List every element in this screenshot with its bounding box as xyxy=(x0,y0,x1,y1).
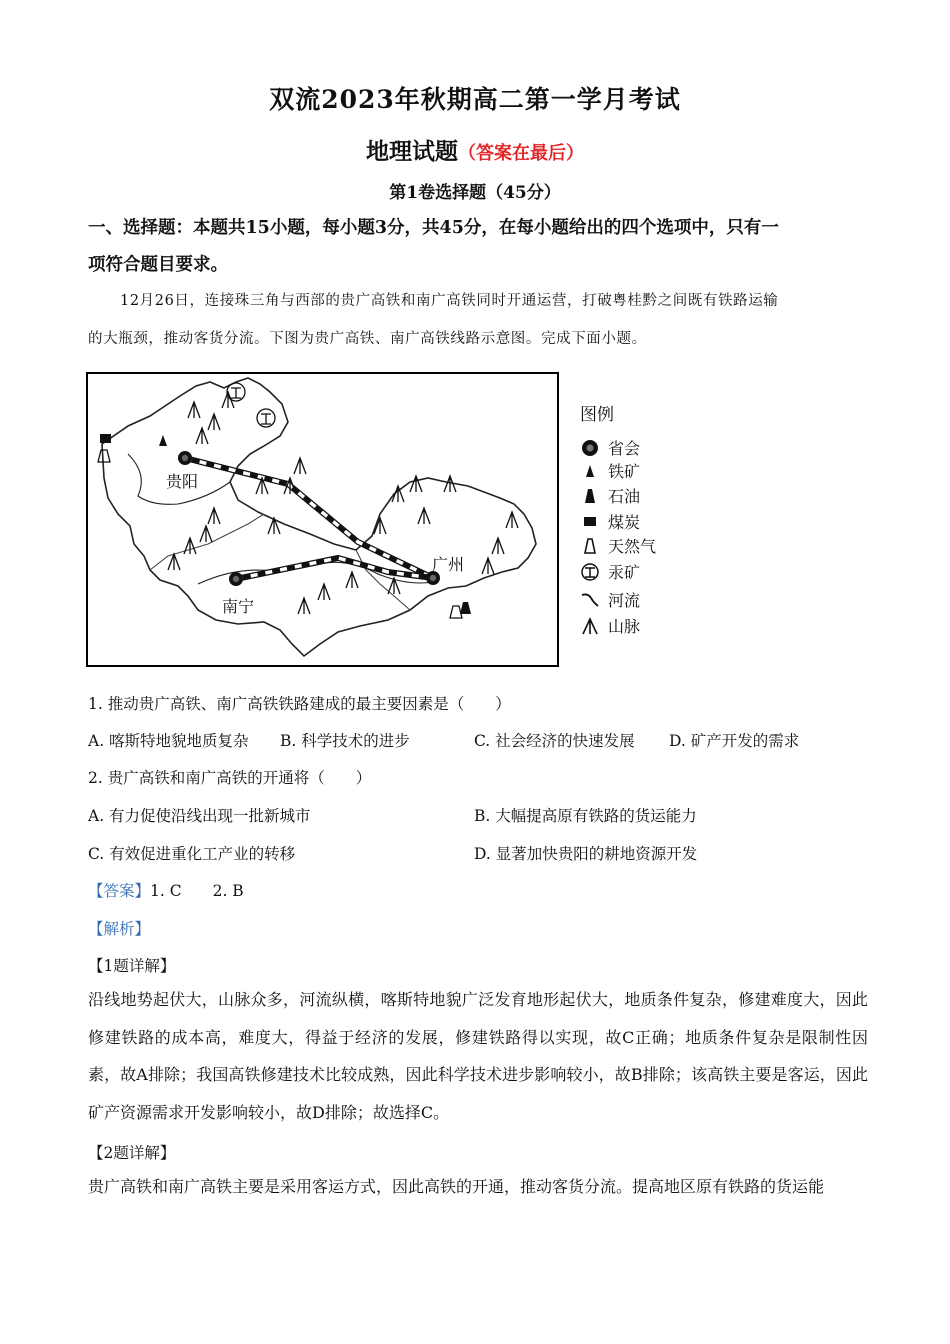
exam-title: 双流2023年秋期高二第一学月考试 xyxy=(269,85,681,114)
q2-option-d: D. 显著加快贵阳的耕地资源开发 xyxy=(474,845,698,863)
q1-option-a: A. 喀斯特地貌地质复杂 xyxy=(88,732,249,750)
legend-item-coal xyxy=(580,510,690,534)
mercury-icon xyxy=(580,562,600,582)
map-drawing xyxy=(88,374,557,665)
mountain-icon xyxy=(580,616,600,636)
capital-nanning xyxy=(229,572,243,586)
coal-symbol xyxy=(100,434,111,443)
section-heading-line2: 项符合题目要求。 xyxy=(88,255,228,275)
detail-1-text: 沿线地势起伏大，山脉众多，河流纵横，喀斯特地貌广泛发育地形起伏大，地质条件复杂，修建难度大，因此修建铁路的成本高，难度大，得益于经济的发展，修建铁路得以实现，故C正确；地质条件复杂是限制性因素，故A排除；我国高铁修建技术比较成熟，因此科学技术进步影响较小，故B排除；该高铁主要是客运，因此矿产资源需求开发影响较小，故D排除；故选择C。 xyxy=(88,990,868,1122)
city-label-guangzhou: 广州 xyxy=(432,555,465,574)
section-heading-line1: 一、选择题：本题共15小题，每小题3分，共45分，在每小题给出的四个选项中，只有一 xyxy=(88,218,779,238)
legend-item-gas xyxy=(580,534,690,558)
inner-border xyxy=(356,550,410,610)
legend-label: 煤炭 xyxy=(608,513,641,532)
city-label-guiyang: 贵阳 xyxy=(166,472,199,491)
q1-option-c: C. 社会经济的快速发展 xyxy=(474,732,635,750)
legend-item-mercury xyxy=(580,560,690,584)
legend-label: 河流 xyxy=(608,591,641,610)
capital-guiyang xyxy=(178,451,192,465)
detail-2-label: 【2题详解】 xyxy=(88,1144,176,1162)
legend-title: 图例 xyxy=(580,405,614,425)
capital-icon xyxy=(580,438,600,458)
legend-label: 石油 xyxy=(608,487,641,506)
river-icon xyxy=(580,590,600,610)
q2-option-a: A. 有力促使沿线出现一批新城市 xyxy=(88,807,311,825)
iron-symbol xyxy=(159,435,167,446)
inner-border xyxy=(150,514,264,570)
oil-symbol xyxy=(460,602,471,614)
question-2-stem: 2. 贵广高铁和南广高铁的开通将（ ） xyxy=(88,769,372,787)
legend-item-iron xyxy=(580,459,690,483)
q1-option-d: D. 矿产开发的需求 xyxy=(669,732,800,750)
intro-line2: 的大瓶颈，推动客货分流。下图为贵广高铁、南广高铁线路示意图。完成下面小题。 xyxy=(88,331,647,347)
detail-2-text: 贵广高铁和南广高铁主要是采用客运方式，因此高铁的开通，推动客货分流。提高地区原有铁路的货运能 xyxy=(88,1177,825,1196)
subject-name: 地理试题 xyxy=(366,138,458,165)
gas-icon xyxy=(580,536,600,556)
legend-label: 省会 xyxy=(608,439,641,458)
legend-item-mountain xyxy=(580,614,690,638)
region-outline xyxy=(102,378,536,656)
subject-title xyxy=(0,133,950,166)
q1-option-b: B. 科学技术的进步 xyxy=(280,732,410,750)
city-label-nanning: 南宁 xyxy=(222,597,255,616)
coal-icon xyxy=(580,512,600,532)
answer-note: （答案在最后） xyxy=(458,143,584,164)
answer-text: 1. C 2. B xyxy=(150,882,244,900)
gas-symbol xyxy=(98,450,110,462)
detail-1-label: 【1题详解】 xyxy=(88,957,176,975)
legend-item-oil xyxy=(580,484,690,508)
answer-label: 【答案】 xyxy=(88,882,151,900)
legend-label: 天然气 xyxy=(608,537,657,556)
legend-label: 铁矿 xyxy=(608,462,641,481)
question-1-stem: 1. 推动贵广高铁、南广高铁铁路建成的最主要因素是（ ） xyxy=(88,695,511,713)
iron-icon xyxy=(580,461,600,481)
intro-line1: 12月26日，连接珠三角与西部的贵广高铁和南广高铁同时开通运营，打破粤桂黔之间既有铁路运输 xyxy=(120,293,779,309)
oil-icon xyxy=(580,486,600,506)
q2-option-b: B. 大幅提高原有铁路的货运能力 xyxy=(474,807,697,825)
analysis-label: 【解析】 xyxy=(88,920,151,938)
gas-symbol xyxy=(450,606,462,618)
legend-item-river xyxy=(580,588,690,612)
legend-label: 山脉 xyxy=(608,617,641,636)
mountain-symbols xyxy=(168,392,518,614)
answer-line xyxy=(88,879,244,901)
railway-map xyxy=(86,372,559,667)
volume-title: 第1卷选择题（45分） xyxy=(389,183,561,203)
guiguang-railway xyxy=(185,458,433,578)
legend-label: 汞矿 xyxy=(608,563,641,582)
legend-item-capital xyxy=(580,436,690,460)
q2-option-c: C. 有效促进重化工产业的转移 xyxy=(88,845,296,863)
